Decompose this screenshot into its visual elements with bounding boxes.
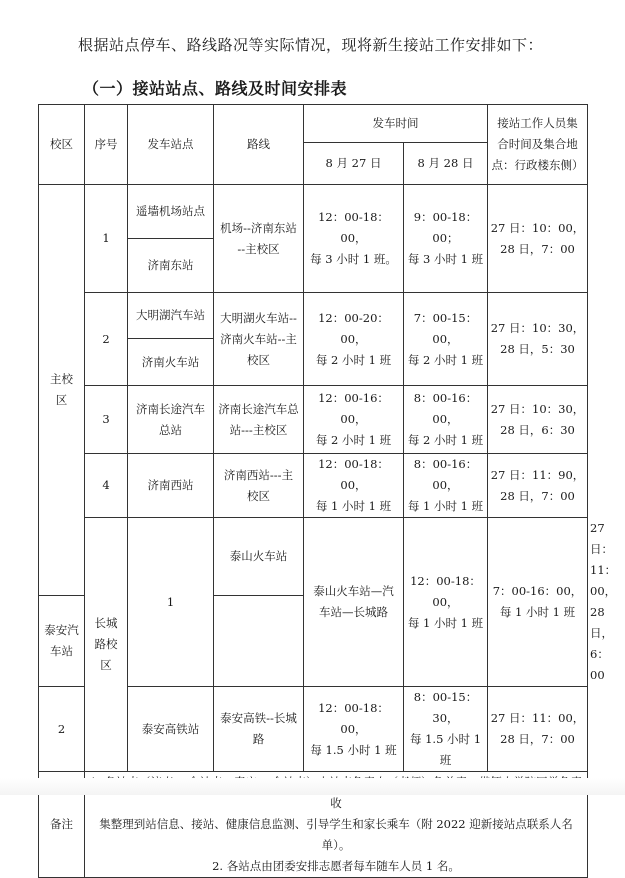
- notes-label: 备注: [39, 772, 85, 878]
- header-aug27: 8 月 27 日: [304, 143, 404, 185]
- header-depart-time: 发车时间: [304, 105, 488, 143]
- campus-name-line: 路校: [94, 637, 118, 651]
- notes-line: 收: [330, 796, 342, 810]
- staff-line: 27 日：10：30，: [490, 401, 585, 416]
- route-cell: [214, 185, 304, 293]
- time-line: 8：00-16：00，: [413, 391, 478, 426]
- route-line: 路: [252, 732, 265, 746]
- time-line: 每 2 小时 1 班: [315, 433, 392, 447]
- header-station: 发车站点: [128, 105, 214, 185]
- route-line: --主校区: [237, 241, 280, 256]
- notes-line: 2. 各站点由团委安排志愿者每车随车人员 1 名。: [212, 859, 460, 873]
- time-line: 12：00-18：00，: [318, 457, 389, 492]
- campus-changcheng: [85, 518, 128, 772]
- staff-time-cell: [488, 386, 588, 454]
- staff-line: 27 日：11：00，: [490, 711, 585, 725]
- aug27-time-cell: [404, 518, 488, 687]
- aug27-time-cell: [304, 185, 404, 293]
- time-line: 班: [439, 753, 452, 767]
- table-row: [39, 293, 588, 339]
- campus-name-line: 长城: [94, 616, 118, 630]
- header-staff-line: 合时间及集合地: [497, 137, 578, 151]
- staff-time-cell: [488, 687, 588, 772]
- notes-line: 集整理到站信息、接站、健康信息监测、引导学生和家长乘车（附 2022 迎新接站点联系人名单）。: [99, 817, 573, 852]
- staff-line: 28 日，7：00: [500, 488, 575, 503]
- campus-name-line: 主校: [50, 371, 73, 386]
- intro-paragraph: 根据站点停车、路线路况等实际情况，现将新生接站工作安排如下：: [78, 36, 544, 54]
- aug27-time-cell: [304, 687, 404, 772]
- staff-time-cell: [488, 185, 588, 293]
- time-line: 每 1 小时 1 班: [407, 499, 484, 513]
- staff-line: 27 日：11：90，: [490, 467, 585, 482]
- time-line: 每 3 小时 1 班。: [310, 252, 397, 266]
- route-line: 校区: [247, 352, 270, 367]
- station-cell: 大明湖汽车站: [128, 293, 214, 339]
- station-cell: 济南东站: [128, 239, 214, 293]
- staff-line: 27 日：10：30，: [490, 321, 585, 335]
- seq-cell: 2: [85, 293, 128, 386]
- route-line: 济南长途汽车总: [218, 401, 299, 416]
- seq-cell: 1: [85, 185, 128, 293]
- station-line: 济南长途汽车: [136, 401, 205, 416]
- table-row: [39, 454, 588, 518]
- page-bottom-edge: [0, 778, 625, 795]
- route-line: 机场--济南东站: [220, 220, 297, 235]
- route-line: 大明湖火车站--: [220, 310, 297, 325]
- aug27-time-cell: [304, 454, 404, 518]
- time-line: 每 1 小时 1 班: [499, 605, 576, 619]
- time-line: 9：00-18：00；: [413, 210, 478, 245]
- time-line: 每 1.5 小时 1: [409, 732, 482, 746]
- aug28-time-cell: [404, 454, 488, 518]
- route-cell: [214, 454, 304, 518]
- staff-line: 27 日：10：00，: [490, 220, 585, 235]
- station-line: 总站: [159, 422, 182, 437]
- station-cell: [128, 386, 214, 454]
- station-cell: 遥墙机场站点: [128, 185, 214, 239]
- seq-cell: 2: [39, 687, 85, 772]
- time-line: 12：00-18：00，: [318, 210, 389, 245]
- route-line: 站---主校区: [229, 422, 288, 437]
- schedule-table: [38, 104, 617, 878]
- station-cell: 泰山火车站: [214, 518, 304, 596]
- seq-cell: 3: [85, 386, 128, 454]
- route-line: 车站—长城路: [319, 605, 388, 619]
- time-line: 每 1.5 小时 1 班: [310, 742, 397, 757]
- route-line: 济南火车站--主: [220, 331, 297, 346]
- time-line: 7：00-15：00，: [413, 310, 478, 346]
- station-cell: 泰安高铁站: [128, 687, 214, 772]
- table-row: [39, 185, 588, 239]
- section-title: （一）接站站点、路线及时间安排表: [83, 79, 348, 98]
- aug28-time-cell: [404, 293, 488, 386]
- staff-line: 28 日，6：30: [500, 422, 575, 437]
- time-line: 8：00-16：00，: [413, 457, 478, 492]
- aug27-time-cell: [304, 293, 404, 386]
- time-line: 12：00-18：00，: [318, 700, 389, 736]
- time-line: 每 1 小时 1 班: [315, 499, 392, 513]
- header-staff-line: 点：行政楼东侧）: [491, 158, 584, 172]
- campus-main: [39, 185, 85, 596]
- station-cell: 济南西站: [128, 454, 214, 518]
- aug28-time-cell: [404, 185, 488, 293]
- staff-line: 28 日，7：00: [500, 241, 575, 256]
- aug28-time-cell: [404, 687, 488, 772]
- station-cell: 泰安汽车站: [39, 595, 85, 686]
- route-cell: [214, 386, 304, 454]
- aug28-time-cell: [488, 518, 588, 687]
- route-line: 泰安高铁--长城: [220, 711, 297, 725]
- staff-time-cell: [488, 454, 588, 518]
- time-line: 每 1 小时 1 班: [407, 615, 484, 630]
- route-cell: [214, 293, 304, 386]
- time-line: 每 2 小时 1 班: [407, 352, 484, 367]
- aug28-time-cell: [404, 386, 488, 454]
- time-line: 12：00-18：00，: [410, 573, 481, 609]
- header-staff-line: 接站工作人员集: [497, 116, 578, 130]
- header-aug28: 8 月 28 日: [404, 143, 488, 185]
- route-line: 泰山火车站—汽: [313, 584, 394, 598]
- header-staff-assembly: [488, 105, 588, 185]
- staff-line: 28 日，5：30: [500, 342, 575, 356]
- time-line: 7：00-16：00，: [492, 584, 583, 598]
- seq-cell: 4: [85, 454, 128, 518]
- table-row: [39, 386, 588, 454]
- route-cell: [304, 518, 404, 687]
- time-line: 每 2 小时 1 班: [315, 352, 392, 367]
- station-cell: 济南火车站: [128, 339, 214, 386]
- route-cell: [214, 687, 304, 772]
- header-campus: 校区: [39, 105, 85, 185]
- time-line: 12：00-16：00，: [318, 391, 389, 426]
- seq-cell: 1: [128, 518, 214, 687]
- route-line: 济南西站---主: [223, 467, 294, 482]
- route-line: 校区: [247, 488, 270, 503]
- aug27-time-cell: [304, 386, 404, 454]
- table-row: 长城 路校 区 1 泰山火车站 泰山火车站—汽 车站—长城路 12：00-18：00， 每 1 小时 1 班 7：00-16：00， 每 1 小时 1 班 27 日：11：00， 28 日，6：00: [39, 518, 588, 596]
- header-route: 路线: [214, 105, 304, 185]
- staff-time-cell: [488, 293, 588, 386]
- time-line: 12：00-20：00，: [318, 310, 389, 346]
- campus-name-line: 区: [100, 658, 112, 672]
- staff-line: 28 日，7：00: [500, 732, 575, 746]
- time-line: 每 3 小时 1 班: [407, 252, 484, 266]
- time-line: 8：00-15：30，: [413, 690, 478, 725]
- campus-name-line: 区: [55, 392, 68, 407]
- time-line: 每 2 小时 1 班: [407, 433, 484, 447]
- header-seq: 序号: [85, 105, 128, 185]
